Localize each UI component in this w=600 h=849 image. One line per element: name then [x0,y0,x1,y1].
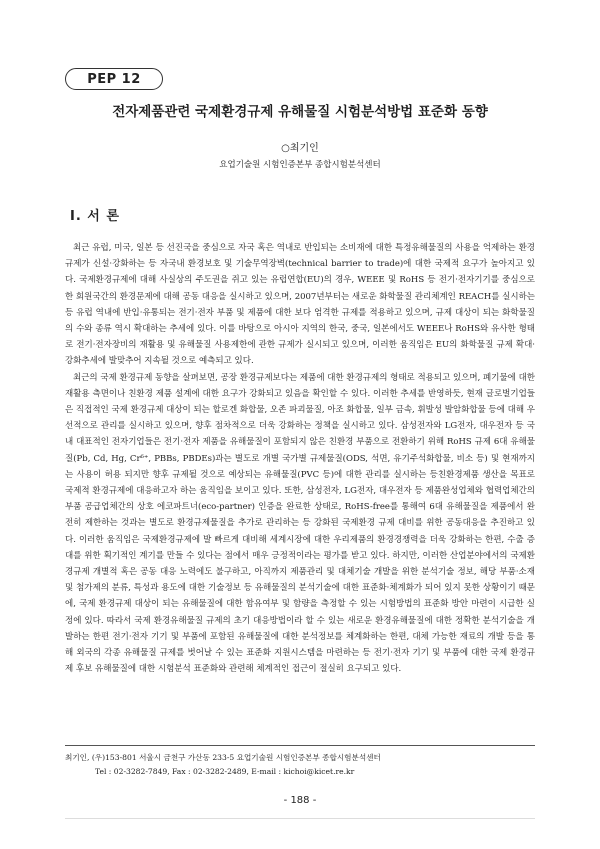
author-affiliation: 요업기술원 시험인증본부 종합시험분석센터 [219,160,381,170]
footnote [65,751,535,778]
section-heading: I. 서 론 [70,209,120,224]
author-name: ○최기인 [281,143,319,154]
footnote-address: 최기인, (우)153-801 서울시 금천구 가산동 233-5 요업기술원 시험인증본부 종합시험분석센터 [65,753,381,762]
footnote-divider [65,745,535,746]
page-bottom-rule [65,818,535,819]
paper-title: 전자제품관련 국제환경규제 유해물질 시험분석방법 표준화 동향 [112,104,488,120]
paragraph: 최근의 국제 환경규제 동향을 살펴보면, 공장 환경규제보다는 제품에 대한 환경규제의 형태로 적용되고 있으며, 폐기물에 대한 재활용 측면이나 친환경 제품 설계에 대한 요구가 강화되고 있음을 확인할 수 있다. 이러한 추세를 반영하듯, 현재 글로벌기업들은 직접적인 국제 환경규제 대상이 되는 할로겐 화합물, 오존 파괴물질, 아조 화합물, 일부 금속, 휘발성 발암화합물 등에 대해 우선적으로 관리를 실시하고 있으며, 향후 점차적으로 더욱 강화하는 정책을 실시하고 있다. 삼성전자와 LG전자, 대우전자 등 국내 대표적인 전자기업들은 전기·전자 제품을 유해물질이 포함되지 않은 친환경 부품으로 전환하기 위해 RoHS 규제 6대 유해물질(Pb, Cd, Hg, Cr⁶⁺, PBBs, PBDEs)과는 별도로 개별 국가별 규제물질(ODS, 석면, 유기주석화합물, 비소 등) 및 현재까지는 사용이 허용 되지만 향후 규제될 것으로 예상되는 유해물질(PVC 등)에 대한 관리를 실시하는 등친환경제품 생산을 목표로 국제적 환경규제에 대응하고자 하는 움직임을 보이고 있다. 또한, 삼성전자, LG전자, 대우전자 등 제품완성업체와 협력업체간의 부품 공급업체간의 상호 에코파트너(eco-partner) 인증을 완료한 상태로, RoHS-free를 통해여 6대 유해물질을 제품에서 완전히 제한하는 것과는 별도로 환경규제물질을 추가로 관리하는 등 강화된 국제환경 규제 대비를 위한 공동대응을 추진하고 있다. 이러한 움직임은 국제환경규제에 발 빠르게 대비해 세계시장에 대한 우리제품의 환경경쟁력을 더욱 강화하는 한편, 수출 증대를 위한 획기적인 계기를 만들 수 있다는 점에서 매우 긍정적이라는 평가를 받고 있다. 하지만, 이러한 산업분야에서의 국제환경규제 개별적 혹은 공동 대응 노력에도 불구하고, 아직까지 제품관리 및 대체기술 개발을 위한 분석기술 정보, 해당 부품·소재 및 첨가제의 분류, 특성과 용도에 대한 기술정보 등 유해물질의 분석기술에 대한 표준화·체계화가 되어 있지 못한 상황이기 때문에, 국제 환경규제 대상이 되는 유해물질에 대한 함유여부 및 함량을 측정할 수 있는 시험방법의 표준화 방안 마련이 시급한 실정에 있다. 따라서 국제 환경유해물질 규제의 초기 대응방법이라 할 수 있는 새로운 환경유해물질에 대한 정확한 분석기술을 개발하는 한편 전기·전자 기기 및 부품에 포함된 유해물질에 대한 분석정보를 체계화하는 한편, 대체 가능한 재료의 개발 등을 통해 외국의 각종 유해물질 규제를 벗어날 수 있는 표준화 지원시스템을 마련하는 등 전기·전자 기기 및 부품에 대한 국제 환경규제 후보 유해물질에 대한 시험분석 표준화와 관련해 체계적인 접근이 절실히 요구되고 있다. [65,372,535,675]
page-number: - 188 - [283,795,317,806]
paragraph: 최근 유럽, 미국, 일본 등 선진국을 중심으로 자국 혹은 역내로 반입되는 소비재에 대한 특정유해물질의 사용을 억제하는 환경규제가 신설·강화하는 등 자국내 환경보호 및 기술무역장벽(technical barrier to trade)에 대한 국제적 요구가 높아지고 있다. 국제환경규제에 대해 사실상의 주도권을 쥐고 있는 유럽연합(EU)의 경우, WEEE 및 RoHS 등 전기·전자기기를 중심으로 한 회원국간의 환경문제에 대해 공동 대응을 실시하고 있으며, 2007년부터는 새로운 화학물질 관리체계인 REACH를 실시하는 등 유럽 역내에 반입·유통되는 전기·전자 부품 및 제품에 대한 보다 엄격한 규제를 적용하고 있으며, 규제 대상이 되는 화학물질의 수와 종류 역시 확대하는 추세에 있다. 이를 바탕으로 아시아 지역의 한국, 중국, 일본에서도 WEEE나 RoHS와 유사한 형태로 전기·전자장비의 재활용 및 유해물질 사용제한에 관한 규제가 실시되고 있으며, 이러한 움직임은 EU의 화학물질 규제 확대·강화추세에 발맞추어 지속될 것으로 예측되고 있다. [65,243,535,367]
session-badge: PEP 12 [65,68,163,90]
body-text [65,240,535,677]
footnote-contact: Tel : 02-3282-7849, Fax : 02-3282-2489, E-mail : kichoi@kicet.re.kr [95,766,355,776]
